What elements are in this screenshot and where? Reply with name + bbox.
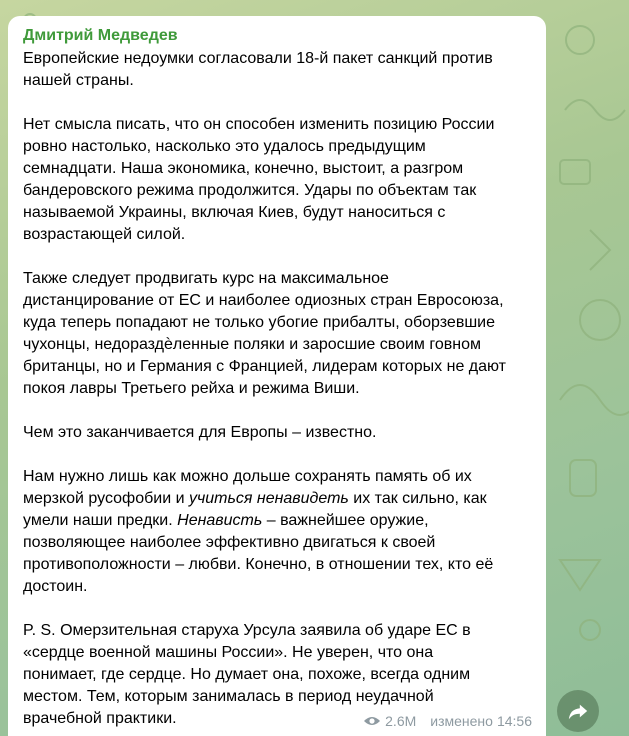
view-count: 2.6M [385, 713, 417, 729]
text-line: Нет смысла писать, что он способен изменить позицию России [23, 116, 495, 133]
text-line: семнадцати. Наша экономика, конечно, выстоит, а разгром [23, 160, 464, 177]
message-time: 14:56 [496, 713, 532, 729]
text-line: – важнейшее оружие, [262, 512, 429, 529]
message-author[interactable]: Дмитрий Медведев [23, 27, 178, 44]
text-line: ровно настолько, насколько это удалось предыдущим [23, 138, 426, 155]
paragraph-2 [23, 114, 534, 246]
share-arrow-icon [567, 700, 589, 722]
text-line: их так сильно, как [348, 490, 487, 507]
text-line: Европейские недоумки согласовали 18-й пакет санкций против [23, 50, 493, 67]
text-line: P. S. Омерзительная старуха Урсула заявила об ударе ЕС в [23, 622, 471, 639]
text-line: мерзкой русофобии и [23, 490, 189, 507]
text-line: Также следует продвигать курс на максимальное [23, 270, 389, 287]
text-line: покоя лавры Третьего рейха и режима Виши. [23, 380, 360, 397]
text-line: умели наши предки. [23, 512, 178, 529]
message-bubble[interactable] [8, 16, 546, 736]
text-line: нашей страны. [23, 72, 134, 89]
text-line: «сердце военной машины России». Не уверен, что она [23, 644, 434, 661]
paragraph-4 [23, 422, 534, 444]
text-line: называемой Украины, включая Киев, будут наноситься с [23, 204, 446, 221]
text-line: местом. Тем, которым занималась в период неудачной [23, 688, 434, 705]
italic-text: Ненависть [177, 512, 263, 529]
text-line: британцы, но и Германия с Францией, лидерам которых не дают [23, 358, 506, 375]
edited-label: изменено [430, 713, 493, 729]
text-line: достоин. [23, 578, 88, 595]
text-line: позволяющее наиболее эффективно двигаться к своей [23, 534, 436, 551]
eye-icon [363, 715, 381, 727]
message-meta [363, 713, 532, 729]
paragraph-1 [23, 48, 534, 92]
text-line: Чем это заканчивается для Европы – известно. [23, 424, 377, 441]
paragraph-5 [23, 466, 534, 598]
text-line: бандеровского режима продолжится. Удары по объектам так [23, 182, 477, 199]
text-line: Нам нужно лишь как можно дольше сохранять память об их [23, 468, 472, 485]
message-text [23, 48, 534, 730]
text-line: чухонцы, недораздѐленные поляки и заросшие своим говном [23, 336, 481, 353]
text-line: куда теперь попадают не только убогие прибалты, оборзевшие [23, 314, 495, 331]
text-line: врачебной практики. [23, 710, 177, 727]
text-line: дистанцирование от ЕС и наиболее одиозных стран Евросоюза, [23, 292, 504, 309]
text-line: противоположности – любви. Конечно, в отношении тех, кто её [23, 556, 494, 573]
text-line: возрастающей силой. [23, 226, 186, 243]
italic-text: учиться ненавидеть [188, 490, 349, 507]
paragraph-3 [23, 268, 534, 400]
share-button[interactable] [557, 690, 599, 732]
text-line: понимает, где сердце. Но думает она, похоже, всегда одним [23, 666, 471, 683]
